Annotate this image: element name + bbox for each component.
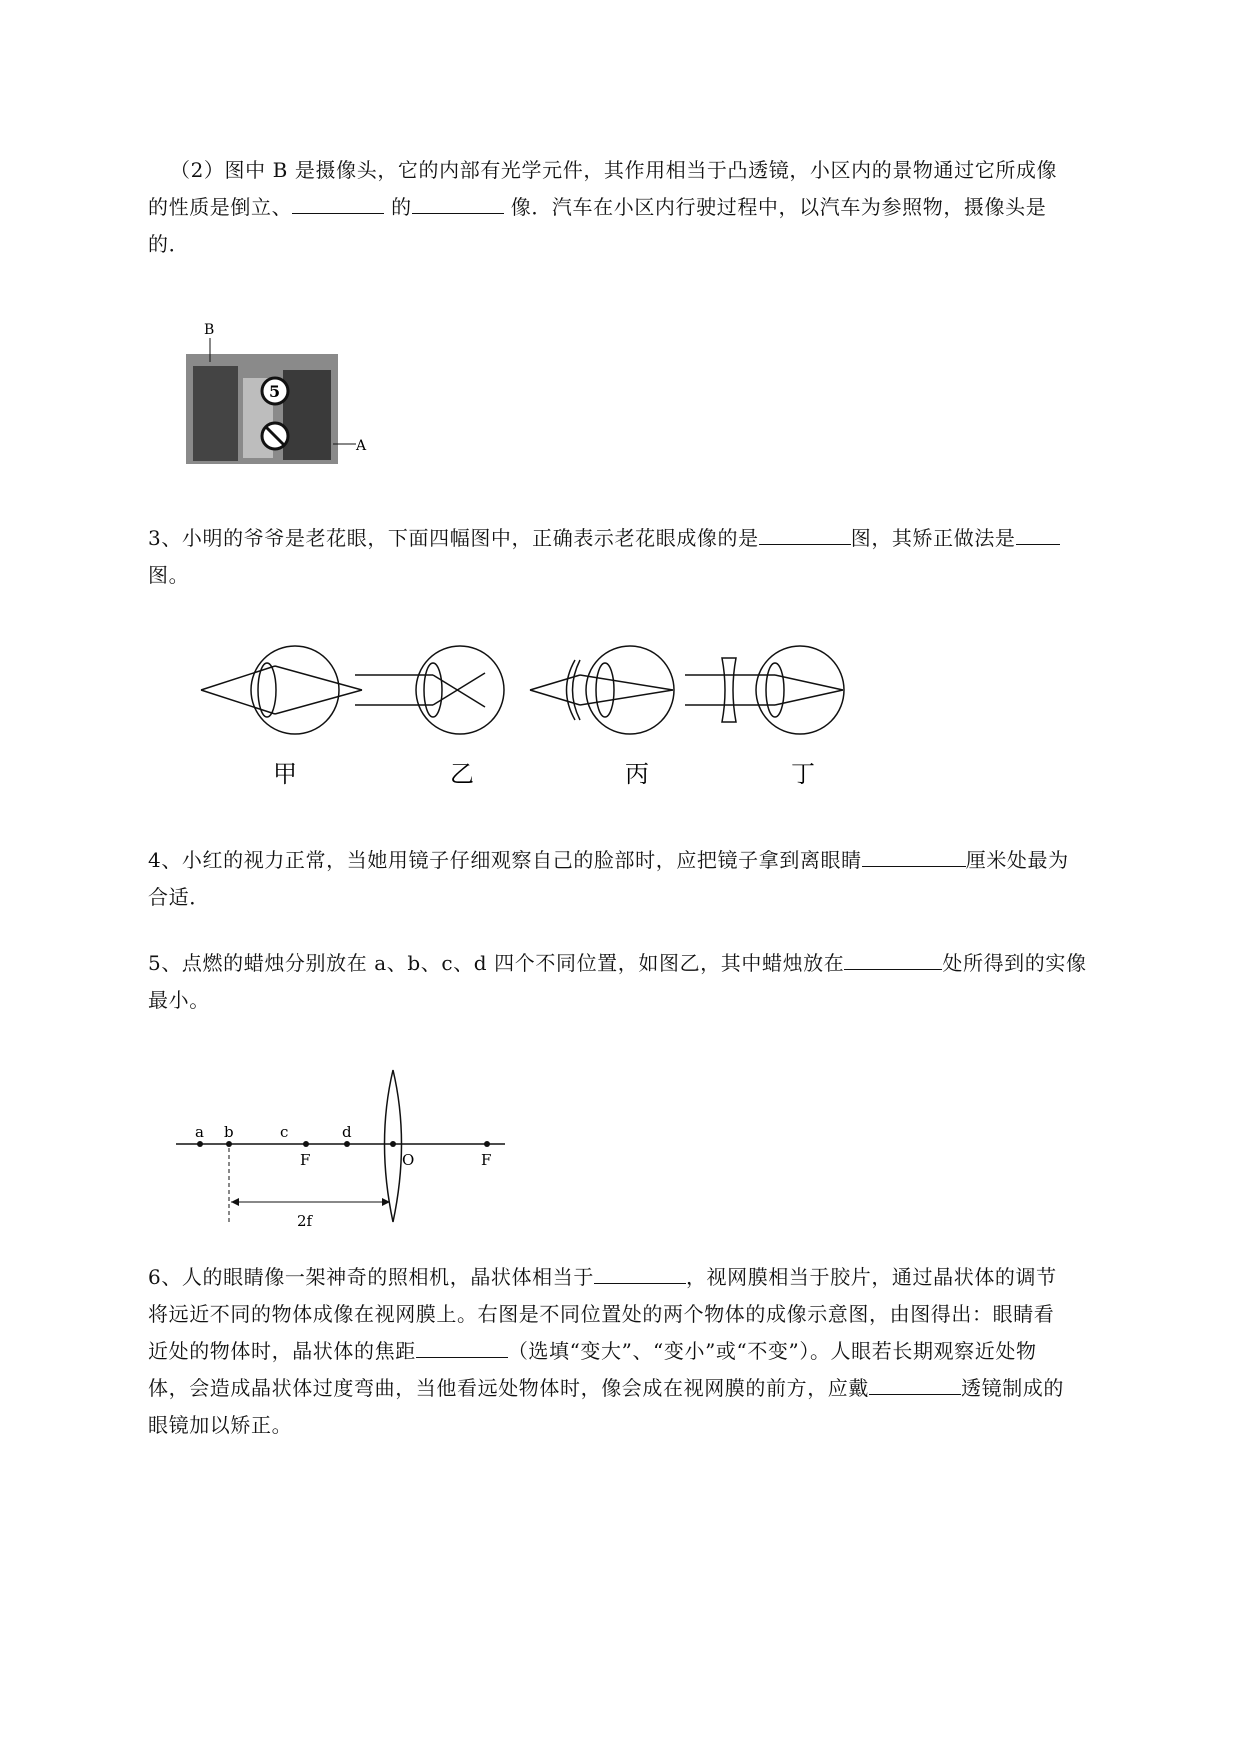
focal-label-left: F: [300, 1151, 311, 1169]
q6-text: （选填“变大”、“变小”或“不变”）。人眼若长期观察近处物: [507, 1339, 1037, 1363]
label-b: B: [204, 322, 215, 338]
answer-blank[interactable]: [869, 1372, 961, 1395]
point-o: [390, 1141, 396, 1147]
q6-text: 6、人的眼睛像一架神奇的照相机，晶状体相当于: [148, 1265, 594, 1289]
point-d: [344, 1141, 350, 1147]
answer-blank[interactable]: [594, 1261, 686, 1284]
q2b-text: 像．汽车在小区内行驶过程中，以汽车为参照物，摄像头是: [503, 195, 1047, 219]
eye-diagram-jia: [201, 646, 362, 734]
point-d-label: d: [342, 1123, 352, 1141]
q3-text: 3、小明的爷爷是老花眼，下面四幅图中，正确表示老花眼成像的是: [148, 526, 759, 550]
q4-text: 合适．: [148, 885, 210, 909]
focal-label-right: F: [481, 1151, 492, 1169]
q5-text: 5、点燃的蜡烛分别放在 a、b、c、d 四个不同位置，如图乙，其中蜡烛放在: [148, 951, 845, 975]
label-yi: 乙: [450, 760, 474, 788]
q3-text: 图，其矫正做法是: [850, 526, 1016, 550]
q2b-line1: （2）图中 B 是摄像头，它的内部有光学元件，其作用相当于凸透镜，小区内的景物通过它所成像: [170, 158, 1058, 182]
q6-text: 透镜制成的: [961, 1376, 1064, 1400]
point-c-label: c: [280, 1123, 289, 1141]
q3-paragraph: [148, 520, 1158, 594]
q4-text: 4、小红的视力正常，当她用镜子仔细观察自己的脸部时，应把镜子拿到离眼睛: [148, 848, 862, 872]
answer-blank[interactable]: [844, 947, 942, 970]
point-f-left: [303, 1141, 309, 1147]
answer-blank[interactable]: [862, 844, 966, 867]
lens-diagram: [170, 1062, 510, 1237]
answer-blank[interactable]: [759, 522, 851, 545]
label-ding: 丁: [791, 760, 815, 788]
point-b: [226, 1141, 232, 1147]
q3-text: 图。: [148, 563, 190, 587]
q6-text: 体，会造成晶状体过度弯曲，当他看远处物体时，像会成在视网膜的前方，应戴: [148, 1376, 869, 1400]
answer-blank[interactable]: [1016, 522, 1060, 545]
q4-text: 厘米处最为: [965, 848, 1069, 872]
q6-text: 将远近不同的物体成像在视网膜上。右图是不同位置处的两个物体的成像示意图，由图得出：眼睛看: [148, 1302, 1055, 1326]
center-label: O: [402, 1151, 415, 1169]
eye-diagram-yi: [355, 646, 504, 734]
eye-diagram-ding: [685, 646, 844, 734]
q2b-paragraph: [148, 152, 1158, 263]
q2b-line3: 的．: [148, 232, 190, 256]
answer-blank[interactable]: [412, 191, 504, 214]
point-a: [197, 1141, 203, 1147]
label-jia: 甲: [273, 760, 297, 788]
eye-diagram-bing: [530, 646, 674, 734]
q6-text: 眼镜加以矫正。: [148, 1413, 293, 1437]
q5-text: 最小。: [148, 988, 210, 1012]
point-f-right: [484, 1141, 490, 1147]
answer-blank[interactable]: [292, 191, 384, 214]
camera-street-photo: [183, 318, 373, 468]
point-a-label: a: [195, 1123, 204, 1141]
q6-text: 近处的物体时，晶状体的焦距: [148, 1339, 416, 1363]
distance-label: 2f: [297, 1212, 313, 1230]
answer-blank[interactable]: [416, 1335, 508, 1358]
q5-paragraph: [148, 945, 1158, 1019]
label-a: A: [356, 438, 367, 454]
q2b-text: 的: [384, 195, 412, 219]
q5-text: 处所得到的实像: [942, 951, 1087, 975]
label-bing: 丙: [625, 760, 649, 788]
point-b-label: b: [224, 1123, 234, 1141]
q2b-line2: [148, 189, 1158, 226]
q6-text: ，视网膜相当于胶片，通过晶状体的调节: [685, 1265, 1057, 1289]
eye-diagrams: [195, 640, 915, 795]
speed-sign-text: 5: [269, 382, 281, 401]
q2b-text: 的性质是倒立、: [148, 195, 293, 219]
q4-paragraph: [148, 842, 1158, 916]
q6-paragraph: [148, 1259, 1158, 1444]
